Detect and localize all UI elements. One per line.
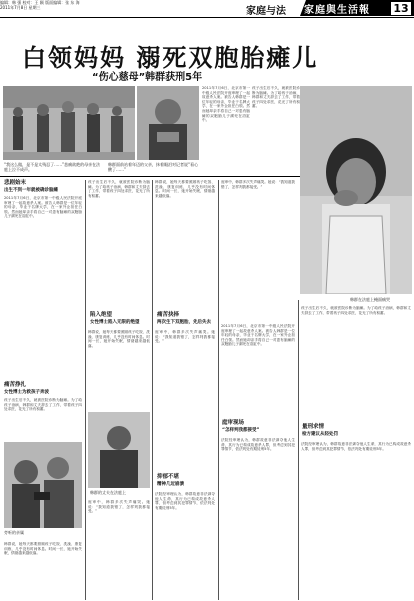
section1-title: 悲剧始末 [4,180,27,186]
column4-text-b: 2011年7月6日，北京市第一中级人民法院开庭审理了一起故意杀人案。被告人韩群是一位年轻的母亲，毕业于名牌大学，在一家外企担任白领。然而她却亲手将自己一对患有脑瘫的双胞胎儿子溺死在浴缸中。 [221,324,295,347]
column-divider [298,300,299,600]
section2-title: 痛苦挣扎 [4,382,27,388]
editor-line: 编辑：韩 强 校对：王 颖 版面编辑：张 东 海 [0,0,80,5]
subheadline: “伤心慈母”韩群获刑5年 [92,72,203,83]
photo-father [137,86,199,160]
photo5-caption: 旁听的亲属 [4,530,24,535]
photo-husband [88,412,150,488]
section4-subtitle: 两次生下双胞胎，先后失去 [157,320,211,325]
intro-text-b: 孩子出生后不久，就被医院诊断为脑瘫。为了给孩子治病，韩群和丈夫辞去了工作，带着孩子四处求医，花光了所有积蓄。 [252,86,300,109]
photo-reporters [4,442,82,528]
section5-subtitle: 精神几近崩溃 [157,482,184,487]
column5-text-b: 法院经审理认为，韩群故意非法剥夺他人生命，其行为已构成故意杀人罪，但考虑到其犯罪情节，依法判处有期徒刑5年。 [301,442,411,451]
section3-subtitle: 女性博士陷入无限的绝望 [90,320,140,325]
column4-text-c: 法院经审理认为，韩群故意非法剥夺他人生命，其行为已构成故意杀人罪，但考虑到其犯罪情节，依法判处有期徒刑5年。 [221,438,295,452]
column3-text: 韩群说，她每天都要照顾孩子吃饭、洗澡、康复训练，几乎没有时间休息。时间一长，她开始失眠，情绪越来越低落。 [155,180,215,198]
photo2-caption: 韩群面前站着年迈的父亲，抹着眼泪对记者说“看心酸了……” [108,162,199,172]
photo-defendant [300,86,412,294]
column-divider [218,180,219,600]
column2-text-c: 庭审中，韩群多次失声痛哭。她说：“我知道我错了，怎样判我都接受。” [88,500,150,514]
header-rule [0,17,414,18]
section4-title: 痛苦抉择 [157,312,180,318]
column3-text-c: 法院经审理认为，韩群故意非法剥夺他人生命，其行为已构成故意杀人罪，但考虑到其犯罪情节，依法判处有期徒刑5年。 [155,492,215,510]
section6-title: 庭审现场 [222,420,245,426]
section3-title: 陷入绝望 [90,312,113,318]
newspaper-banner: 家庭與生活報 [304,5,370,16]
photo3-caption: 韩群在法庭上掩面痛哭 [350,297,390,302]
column4-text: 庭审中，韩群多次失声痛哭。她说：“我知道我错了，怎样判我都接受。” [221,180,295,189]
section-name: 家庭与法 [246,6,286,17]
column-divider [152,180,153,600]
photo1-caption: “我这么做，是不是太残忍了……”悲痛欲绝的母亲在法庭上泣不成声。 [4,162,101,172]
column1-text: 2011年7月6日，北京市第一中级人民法院开庭审理了一起故意杀人案。被告人韩群是一位年轻的母亲，毕业于名牌大学，在一家外企担任白领。然而她却亲手将自己一对患有脑瘫的双胞胎儿子溺死在浴缸中。 [4,196,82,219]
column2-text: 孩子出生后不久，就被医院诊断为脑瘫。为了给孩子治病，韩群和丈夫辞去了工作，带着孩子四处求医，花光了所有积蓄。 [88,180,150,198]
intro-text-a: 2011年7月6日，北京市第一中级人民法院开庭审理了一起故意杀人案。被告人韩群是一位年轻的母亲，毕业于名牌大学，在一家外企担任白领。然而她却亲手将自己一对患有脑瘫的双胞胎儿子溺死在浴缸中。 [202,86,250,123]
section7-subtitle: 检方建议从轻处罚 [302,432,338,437]
column1-text-c: 韩群说，她每天都要照顾孩子吃饭、洗澡、康复训练，几乎没有时间休息。时间一长，她开始失眠，情绪越来越低落。 [4,542,82,556]
headline: 白领妈妈 溺死双胞胎瘫儿 [22,44,319,72]
section5-title: 抑郁不堪 [157,474,180,480]
column2-text-b: 韩群说，她每天都要照顾孩子吃饭、洗澡、康复训练，几乎没有时间休息。时间一长，她开始失眠，情绪越来越低落。 [88,330,150,348]
photo4-caption: 韩群的丈夫在法庭上 [90,490,126,495]
section6-subtitle: “怎样判我都接受” [222,428,260,433]
photo-street-scene [3,86,135,160]
section7-title: 量刑求情 [302,424,325,430]
column5-text: 孩子出生后不久，就被医院诊断为脑瘫。为了给孩子治病，韩群和丈夫辞去了工作，带着孩子四处求医，花光了所有积蓄。 [301,306,411,315]
column3-text-b: 庭审中，韩群多次失声痛哭。她说：“我知道我错了，怎样判我都接受。” [155,330,215,344]
page-number: 13 [391,2,411,15]
section2-subtitle: 女性博士为救孩子奔波 [4,390,49,395]
date-line: 2011年7月8日 星期三 [0,5,41,10]
section1-subtitle: 出生不到一年就被确诊脑瘫 [4,188,58,193]
column-divider [85,180,86,600]
section-rule [0,176,300,177]
column1-text-b: 孩子出生后不久，就被医院诊断为脑瘫。为了给孩子治病，韩群和丈夫辞去了工作，带着孩子四处求医，花光了所有积蓄。 [4,398,82,412]
